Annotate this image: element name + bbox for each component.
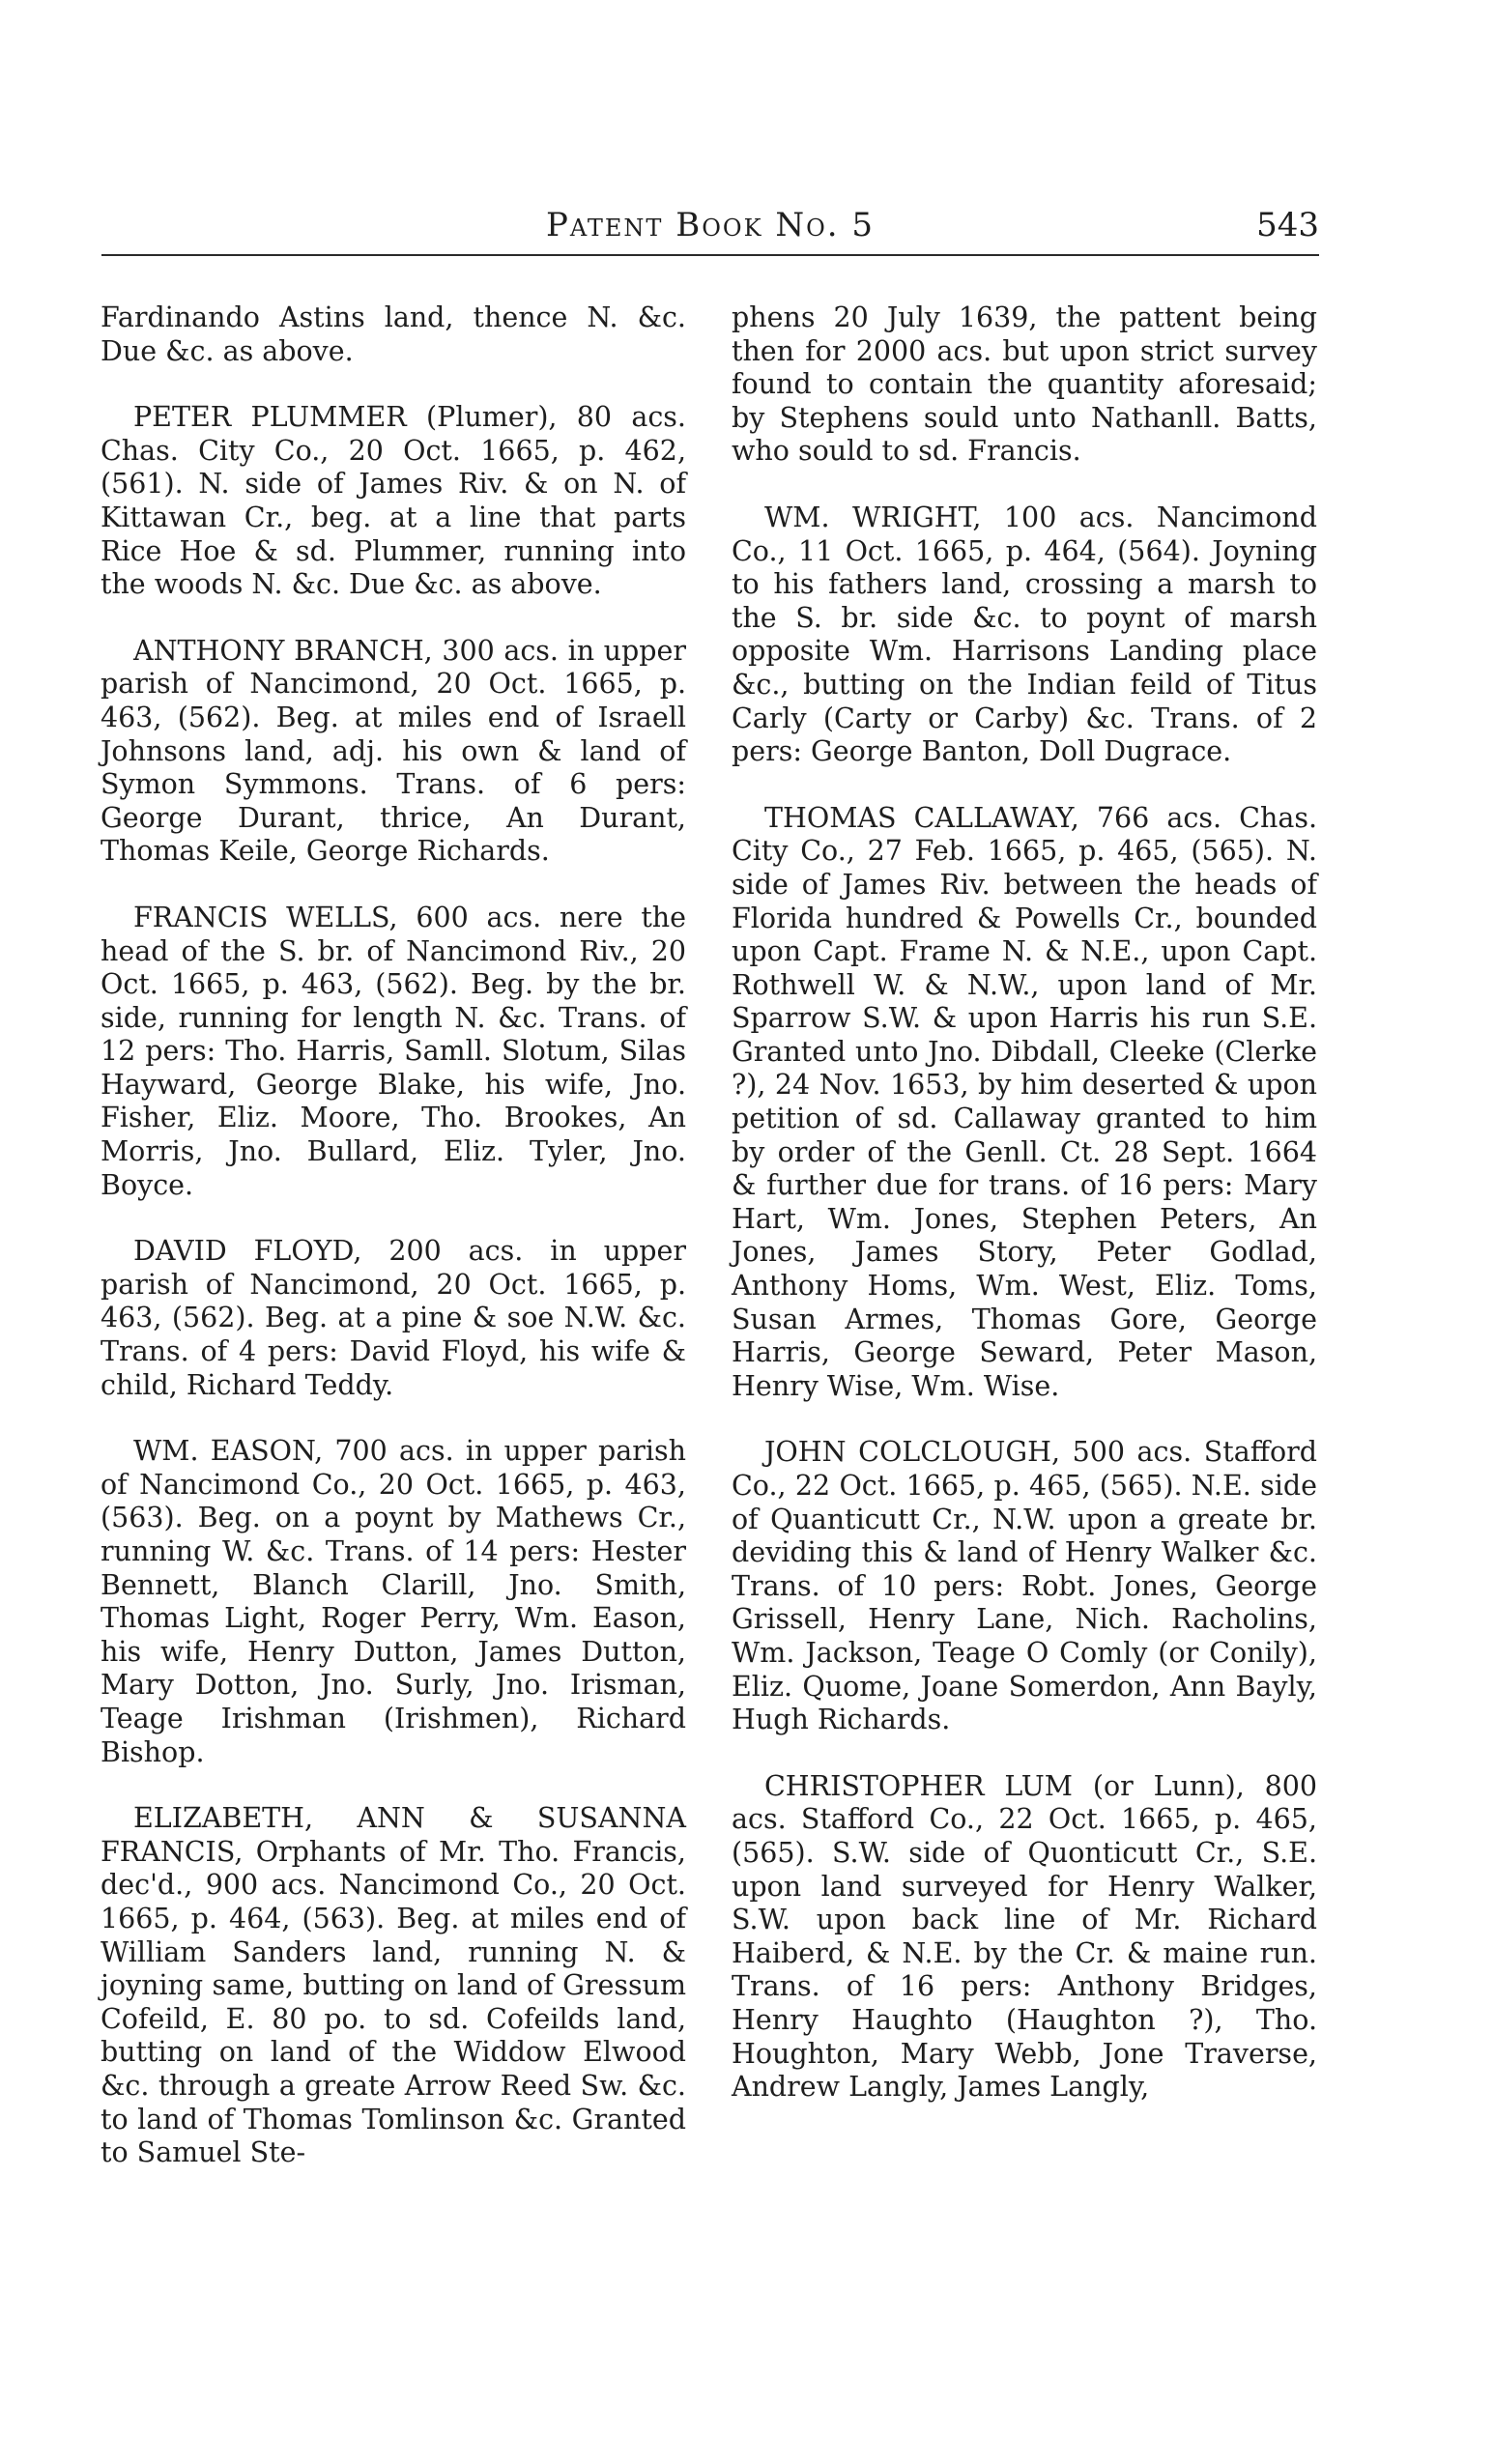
continued-entry: Fardinando Astins land, thence N. &c. Due &c. as above.	[101, 301, 686, 367]
page-number: 543	[1256, 206, 1319, 244]
patent-entry-christopher-lum: CHRISTOPHER LUM (or Lunn), 800 acs. Stafford Co., 22 Oct. 1665, p. 465, (565). S.W. side of Quonticutt Cr., S.E. upon land surveyed for Henry Walker, S.W. upon back line of Mr. Richard Haiberd, & N.E. by the Cr. & maine run. Trans. of 16 pers: Anthony Bridges, Henry Haughto (Haughton ?), Tho. Houghton, Mary Webb, Jone Traverse, Andrew Langly, James Langly,	[732, 1769, 1317, 2104]
patent-entry-john-colclough: JOHN COLCLOUGH, 500 acs. Stafford Co., 22 Oct. 1665, p. 465, (565). N.E. side of Quanticutt Cr., N.W. upon a greate br. deviding this & land of Henry Walker &c. Trans. of 10 pers: Robt. Jones, George Grissell, Henry Lane, Nich. Racholins, Wm. Jackson, Teage O Comly (or Conily), Eliz. Quome, Joane Somerdon, Ann Bayly, Hugh Richards.	[732, 1436, 1317, 1736]
continued-entry: phens 20 July 1639, the pattent being then for 2000 acs. but upon strict survey found to contain the quantity aforesaid; by Stephens sould unto Nathanll. Batts, who sould to sd. Francis.	[732, 301, 1317, 468]
patent-entry-francis-wells: FRANCIS WELLS, 600 acs. nere the head of the S. br. of Nancimond Riv., 20 Oct. 1665, p. 463, (562). Beg. by the br. side, running for length N. &c. Trans. of 12 pers: Tho. Harris, Samll. Slotum, Silas Hayward, George Blake, his wife, Jno. Fisher, Eliz. Moore, Tho. Brookes, An Morris, Jno. Bullard, Eliz. Tyler, Jno. Boyce.	[101, 901, 686, 1201]
running-head-title: Patent Book No. 5	[546, 206, 875, 244]
patent-entry-thomas-callaway: THOMAS CALLAWAY, 766 acs. Chas. City Co., 27 Feb. 1665, p. 465, (565). N. side of James Riv. between the heads of Florida hundred & Powells Cr., bounded upon Capt. Frame N. & N.E., upon Capt. Rothwell W. & N.W., upon land of Mr. Sparrow S.W. & upon Harris his run S.E. Granted unto Jno. Dibdall, Cleeke (Clerke ?), 24 Nov. 1653, by him deserted & upon petition of sd. Callaway granted to him by order of the Genll. Ct. 28 Sept. 1664 & further due for trans. of 16 pers: Mary Hart, Wm. Jones, Stephen Peters, An Jones, James Story, Peter Godlad, Anthony Homs, Wm. West, Eliz. Toms, Susan Armes, Thomas Gore, George Harris, George Seward, Peter Mason, Henry Wise, Wm. Wise.	[732, 801, 1317, 1402]
patent-entry-anthony-branch: ANTHONY BRANCH, 300 acs. in upper parish of Nancimond, 20 Oct. 1665, p. 463, (562). Beg. at miles end of Israell Johnsons land, adj. his own & land of Symon Symmons. Trans. of 6 pers: George Durant, thrice, An Durant, Thomas Keile, George Richards.	[101, 634, 686, 868]
patent-entry-peter-plummer: PETER PLUMMER (Plumer), 80 acs. Chas. City Co., 20 Oct. 1665, p. 462, (561). N. side of James Riv. & on N. of Kittawan Cr., beg. at a line that parts Rice Hoe & sd. Plummer, running into the woods N. &c. Due &c. as above.	[101, 401, 686, 601]
left-column	[101, 301, 686, 2203]
running-header	[101, 203, 1319, 256]
patent-entry-david-floyd: DAVID FLOYD, 200 acs. in upper parish of Nancimond, 20 Oct. 1665, p. 463, (562). Beg. at a pine & soe N.W. &c. Trans. of 4 pers: David Floyd, his wife & child, Richard Teddy.	[101, 1235, 686, 1401]
header-rule	[101, 254, 1319, 256]
patent-entry-francis-orphans: ELIZABETH, ANN & SUSANNA FRANCIS, Orphants of Mr. Tho. Francis, dec'd., 900 acs. Nancimond Co., 20 Oct. 1665, p. 464, (563). Beg. at miles end of William Sanders land, running N. & joyning same, butting on land of Gressum Cofeild, E. 80 po. to sd. Cofeilds land, butting on land of the Widdow Elwood &c. through a greate Arrow Reed Sw. &c. to land of Thomas Tomlinson &c. Granted to Samuel Ste-	[101, 1802, 686, 2169]
patent-entry-wm-eason: WM. EASON, 700 acs. in upper parish of Nancimond Co., 20 Oct. 1665, p. 463, (563). Beg. on a poynt by Mathews Cr., running W. &c. Trans. of 14 pers: Hester Bennett, Blanch Clarill, Jno. Smith, Thomas Light, Roger Perry, Wm. Eason, his wife, Henry Dutton, James Dutton, Mary Dotton, Jno. Surly, Jno. Irisman, Teage Irishman (Irishmen), Richard Bishop.	[101, 1435, 686, 1768]
patent-entry-wm-wright: WM. WRIGHT, 100 acs. Nancimond Co., 11 Oct. 1665, p. 464, (564). Joyning to his fathers land, crossing a marsh to the S. br. side &c. to poynt of marsh opposite Wm. Harrisons Landing place &c., butting on the Indian feild of Titus Carly (Carty or Carby) &c. Trans. of 2 pers: George Banton, Doll Dugrace.	[732, 501, 1317, 768]
right-column	[732, 301, 1317, 2137]
